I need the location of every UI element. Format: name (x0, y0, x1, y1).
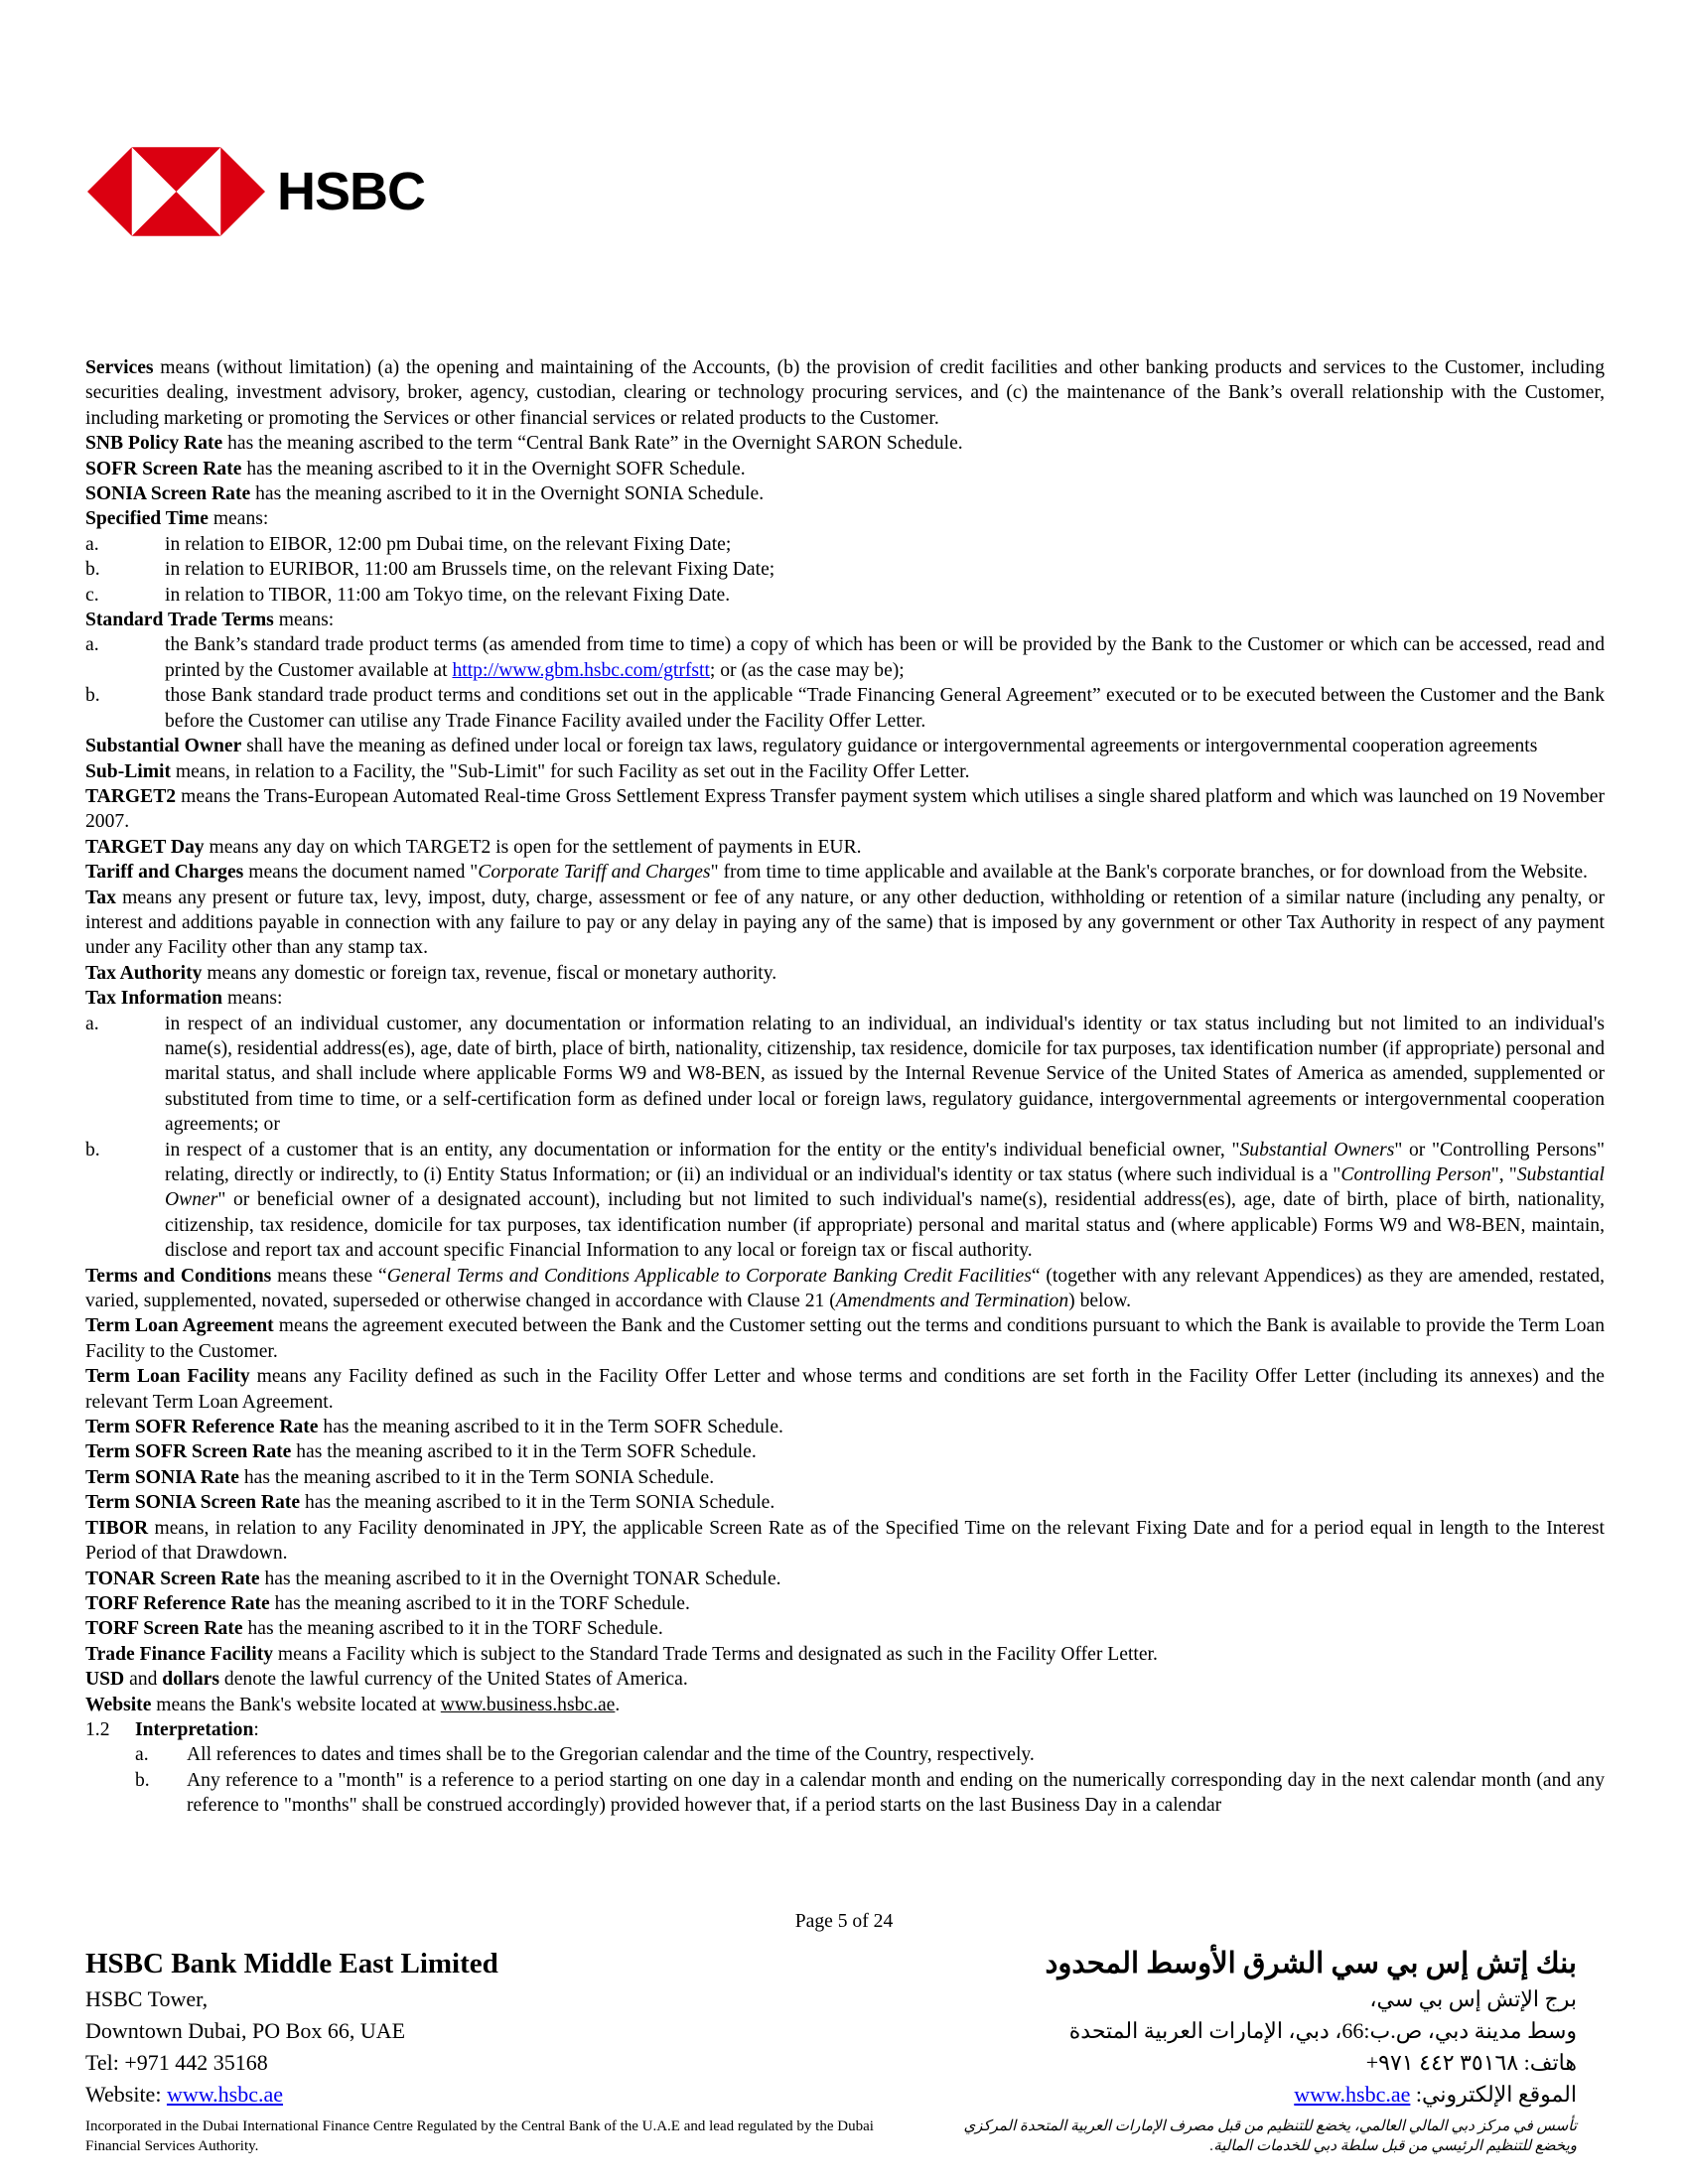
def-sofr-screen-rate: SOFR Screen Rate has the meaning ascribed to it in the Overnight SOFR Schedule. (85, 458, 746, 479)
list-item: b. those Bank standard trade product terms and conditions set out in the applicable “Trade Financing General Agreement” executed or to be executed between the Customer and the Bank before the Customer can utilise any Trade Finance Facility availed under the Facility Offer Letter. (85, 685, 1605, 732)
def-tax-authority: Tax Authority means any domestic or foreign tax, revenue, fiscal or monetary authority. (85, 962, 777, 984)
footer-website-link-arabic[interactable]: www.hsbc.ae (1294, 2082, 1411, 2107)
def-tonar-screen-rate: TONAR Screen Rate has the meaning ascribed to it in the Overnight TONAR Schedule. (85, 1568, 781, 1589)
footer-regulatory-note-arabic: تأسس في مركز دبي المالي العالمي، يخضع للتنظيم من قبل مصرف الإمارات العربية المتحدة المركزي ويخضع للتنظيم الرئيسي من قبل سلطة دبي للخدمات المالية. (963, 2118, 1577, 2154)
footer-address-line-arabic: وسط مدينة دبي، ص.ب:66، دبي، الإمارات العربية المتحدة (1068, 2018, 1577, 2043)
list-item: b. in relation to EURIBOR, 11:00 am Brussels time, on the relevant Fixing Date; (85, 559, 775, 581)
footer-regulatory-note: Incorporated in the Dubai International Finance Centre Regulated by the Central Bank of the U.A.E and lead regulated by the Dubai Financial Services Authority. (85, 2118, 874, 2154)
def-target2: TARGET2 means the Trans-European Automated Real-time Gross Settlement Express Transfer payment system which utilises a single shared platform and which was launched on 19 November 2007. (85, 785, 1605, 833)
def-sonia-screen-rate: SONIA Screen Rate has the meaning ascribed to it in the Overnight SONIA Schedule. (85, 483, 765, 505)
def-trade-finance-facility: Trade Finance Facility means a Facility which is subject to the Standard Trade Terms and designated as such in the Facility Offer Letter. (85, 1643, 1158, 1665)
list-item: b. Any reference to a "month" is a reference to a period starting on one day in a calendar month and ending on the numerically corresponding day in the next calendar month (and any reference to "months" shall be construed accordingly) provided however that, if a period starts on the last Business Day in a calendar (135, 1769, 1605, 1817)
def-target-day: TARGET Day means any day on which TARGET2 is open for the settlement of payments in EUR. (85, 836, 862, 858)
list-item: a. All references to dates and times shall be to the Gregorian calendar and the time of the Country, respectively. (135, 1744, 1035, 1766)
footer-left (85, 1944, 498, 2111)
section-interpretation: 1.2 Interpretation: (85, 1718, 259, 1740)
list-item: a. in relation to EIBOR, 12:00 pm Dubai time, on the relevant Fixing Date; (85, 533, 732, 555)
list-item: c. in relation to TIBOR, 11:00 am Tokyo time, on the relevant Fixing Date. (85, 584, 731, 606)
footer-right-arabic (1046, 1944, 1578, 2111)
footer-bank-name-arabic: بنك إتش إس بي سي الشرق الأوسط المحدود (1045, 1948, 1577, 1979)
footer-address-line: Downtown Dubai, PO Box 66, UAE (85, 2018, 406, 2043)
footer-tel-arabic: هاتف: ٣٥١٦٨ ٤٤٢ ٩٧١+ (1365, 2050, 1577, 2075)
def-tax: Tax means any present or future tax, levy, impost, duty, charge, assessment or fee of any nature, or any other deduction, withholding or retention of a similar nature (including any penalty, or interest and additions payable in connection with any failure to pay or any delay in paying any of the same) that is imposed by any government or other Tax Authority in respect of any payment under any Facility other than any stamp tax. (85, 887, 1605, 959)
footer-website-arabic: الموقع الإلكتروني: www.hsbc.ae (1294, 2082, 1577, 2107)
list-item: a. in respect of an individual customer, any documentation or information relating to an individual, an individual's identity or tax status including but not limited to an individual's name(s), residential address(es), age, date of birth, place of birth, nationality, citizenship, tax residence, domicile for tax purposes, tax identification number (if appropriate) personal and marital status, and shall include where applicable Forms W9 and W8-BEN, as issued by the Internal Revenue Service of the United States of America as amended, supplemented or substituted from time to time, or a self-certification form as defined under local or foreign laws, regulatory guidance, intergovernmental agreements or intergovernmental cooperation agreements; or (85, 1013, 1605, 1136)
def-term-loan-agreement: Term Loan Agreement means the agreement executed between the Bank and the Customer setting out the terms and conditions pursuant to which the Bank is available to provide the Term Loan Facility to the Customer. (85, 1315, 1605, 1362)
business-website-link[interactable]: www.business.hsbc.ae (440, 1694, 616, 1715)
def-substantial-owner: Substantial Owner shall have the meaning as defined under local or foreign tax laws, regulatory guidance or intergovernmental agreements or intergovernmental cooperation agreements (85, 736, 1538, 757)
def-standard-trade-terms: Standard Trade Terms means: (85, 610, 335, 631)
def-tax-information: Tax Information means: (85, 988, 283, 1010)
def-term-sonia-screen-rate: Term SONIA Screen Rate has the meaning ascribed to it in the Term SONIA Schedule. (85, 1492, 775, 1514)
def-services: Services means (without limitation) (a) the opening and maintaining of the Accounts, (b) the provision of credit facilities and other banking products and services to the Customer, including securities dealing, investment advisory, broker, agency, custodian, clearing or technology procuring services, and (c) the maintenance of the Bank’s overall relationship with the Customer, including marketing or promoting the Services or other financial services or related products to the Customer. (85, 357, 1605, 429)
hsbc-logo (87, 147, 425, 236)
document-body (85, 355, 1605, 1819)
def-website: Website means the Bank's website located at www.business.hsbc.ae. (85, 1694, 621, 1715)
footer-address-line: HSBC Tower, (85, 1986, 209, 2011)
def-tibor: TIBOR means, in relation to any Facility denominated in JPY, the applicable Screen Rate as of the Specified Time on the relevant Fixing Date and for a period equal in length to the Interest Period of that Drawdown. (85, 1517, 1605, 1565)
footer-address-line-arabic: برج الإتش إس بي سي، (1369, 1986, 1577, 2011)
def-usd: USD and dollars denote the lawful currency of the United States of America. (85, 1669, 688, 1691)
def-term-sonia-rate: Term SONIA Rate has the meaning ascribed to it in the Term SONIA Schedule. (85, 1466, 715, 1488)
footer-website: Website: www.hsbc.ae (85, 2082, 284, 2107)
def-torf-screen-rate: TORF Screen Rate has the meaning ascribed to it in the TORF Schedule. (85, 1618, 663, 1640)
page-number: Page 5 of 24 (794, 1911, 894, 1932)
hsbc-hexagon-icon (87, 147, 265, 236)
gtrfstt-link[interactable]: http://www.gbm.hsbc.com/gtrfstt (452, 659, 710, 681)
def-term-sofr-reference-rate: Term SOFR Reference Rate has the meaning ascribed to it in the Term SOFR Schedule. (85, 1417, 783, 1438)
def-terms-and-conditions: Terms and Conditions means these “General Terms and Conditions Applicable to Corporate Banking Credit Facilities“ (together with any relevant Appendices) as they are amended, restated, varied, supplemented, novated, superseded or otherwise changed in accordance with Clause 21 (Amendments and Termination) below. (85, 1265, 1605, 1312)
footer-bank-name: HSBC Bank Middle East Limited (85, 1948, 498, 1979)
list-item: b. in respect of a customer that is an entity, any documentation or information for the entity or the entity's individual beneficial owner, "Substantial Owners" or "Controlling Persons" relating, directly or indirectly, to (i) Entity Status Information; or (ii) an individual or an individual's identity or tax status (where such individual is a "Controlling Person", "Substantial Owner" or beneficial owner of a designated account), including but not limited to such individual's name(s), residential address(es), age, date of birth, place of birth, nationality, citizenship, tax residence, domicile for tax purposes, tax identification number (if appropriate) personal and marital status and (where applicable) Forms W9 and W8-BEN, maintain, disclose and report tax and account specific Financial Information to any local or foreign tax or fiscal authority. (85, 1139, 1606, 1262)
def-tariff-and-charges: Tariff and Charges means the document named "Corporate Tariff and Charges" from time to time applicable and available at the Bank's corporate branches, or for download from the Website. (85, 862, 1588, 884)
def-specified-time: Specified Time means: (85, 508, 269, 530)
list-item: a. the Bank’s standard trade product terms (as amended from time to time) a copy of which has been or will be provided by the Bank to the Customer or which can be accessed, read and printed by the Customer available at http://www.gbm.hsbc.com/gtrfstt; or (as the case may be); (85, 634, 1605, 681)
logo-text: HSBC (276, 162, 425, 221)
def-snb-policy-rate: SNB Policy Rate has the meaning ascribed to the term “Central Bank Rate” in the Overnight SARON Schedule. (85, 433, 963, 455)
def-term-loan-facility: Term Loan Facility means any Facility defined as such in the Facility Offer Letter and whose terms and conditions are set forth in the Facility Offer Letter (including its annexes) and the relevant Term Loan Agreement. (85, 1366, 1605, 1413)
footer-tel: Tel: +971 442 35168 (85, 2050, 268, 2075)
def-sub-limit: Sub-Limit means, in relation to a Facility, the "Sub-Limit" for such Facility as set out in the Facility Offer Letter. (85, 760, 970, 782)
def-term-sofr-screen-rate: Term SOFR Screen Rate has the meaning ascribed to it in the Term SOFR Schedule. (85, 1441, 757, 1463)
footer-website-link[interactable]: www.hsbc.ae (166, 2082, 284, 2107)
def-torf-reference-rate: TORF Reference Rate has the meaning ascribed to it in the TORF Schedule. (85, 1592, 690, 1614)
